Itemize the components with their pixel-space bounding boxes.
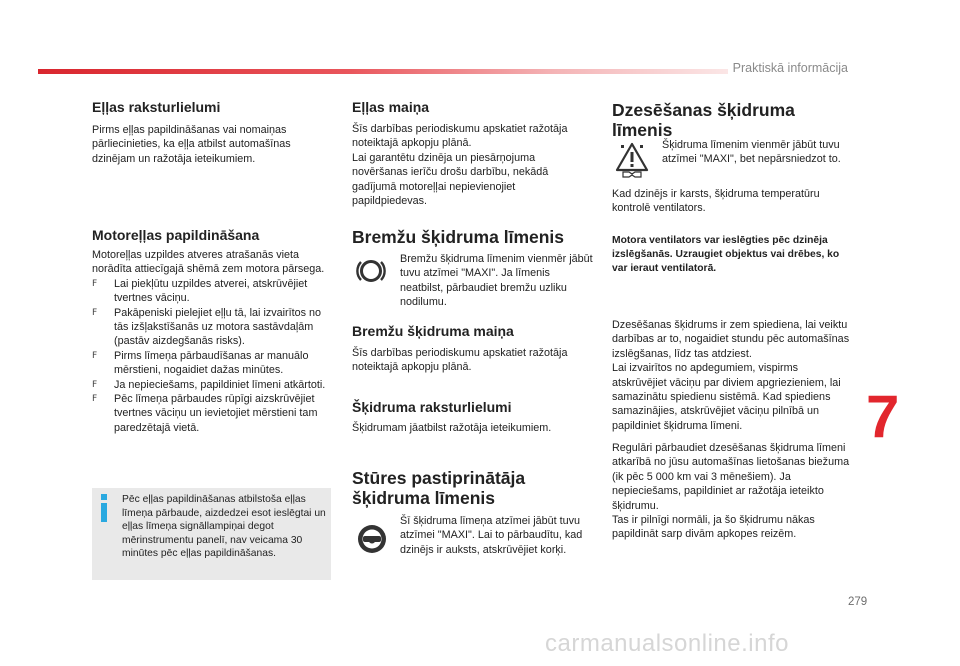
coolant-icon-text: Šķidruma līmenim vienmēr jābūt tuvu atzīmei "MAXI", bet nepārsniedzot to. (662, 139, 841, 166)
fluid-specs-body: Šķidrumam jāatbilst ražotāja ieteikumiem. (352, 422, 552, 434)
coolant-p3b: Tas ir pilnīgi normāli, ja šo šķidrumu nākas papildināt sarp divām apkopes reizēm. (612, 514, 815, 541)
oil-topup-body: Motoreļļas uzpildes atveres atrašanās vieta norādīta attiecīgajā shēmā zem motora pārsega. (92, 249, 325, 276)
brake-change-section (352, 322, 597, 375)
fluid-specs-section (352, 398, 597, 435)
left-column (92, 98, 332, 166)
watermark: carmanualsonline.info (545, 630, 789, 657)
coolant-p1: Kad dzinējs ir karsts, šķidruma temperatūru kontrolē ventilators. (612, 188, 820, 215)
coolant-p2b: Lai izvairītos no apdegumiem, vispirms atskrūvējiet vāciņu par diviem apgriezieniem, lai samazinātu spiedienu sistēmā. Kad spiediens samazinājies, atskrūvējiet vāciņu pilnībā un papildiniet šķidruma līmeni. (612, 362, 841, 432)
brake-fluid-text: Bremžu šķidruma līmenim vienmēr jābūt tuvu atzīmei "MAXI". Ja līmenis neatbilst, pārbaudiet bremžu uzliku nodilumu. (400, 253, 593, 309)
coolant-p3-block (612, 441, 852, 542)
coolant-p2-block (612, 318, 852, 433)
coolant-p3: Regulāri pārbaudiet dzesēšanas šķidruma līmeni atkarībā no jūsu automašīnas lietošanas biežuma (ik pēc 5 000 km vai 3 mēnešiem). Ja nepieciešams, papildiniet ar ražotāja ieteikto šķidrumu. (612, 442, 850, 512)
header-accent-bar (38, 69, 728, 74)
brake-fluid-section (352, 227, 597, 247)
brake-change-body: Šīs darbības periodiskumu apskatiet ražotāja noteiktajā apkopju plānā. (352, 347, 568, 374)
info-icon (100, 494, 108, 574)
coolant-p2: Dzesēšanas šķidrums ir zem spiediena, lai veiktu darbības ar to, nogaidiet stundu pēc automašīnas izslēgšanas, līdz tas atdziest. (612, 319, 850, 360)
coolant-warning-icon (615, 142, 649, 178)
brake-fluid-icon (356, 256, 386, 286)
oil-change-body: Šīs darbības periodiskumu apskatiet ražotāja noteiktajā apkopju plānā. (352, 123, 568, 150)
list-item: F Pēc līmeņa pārbaudes rūpīgi aizskrūvējiet tvertnes vāciņu un ievietojiet mērstieni tam paredzētajā vietā. (92, 392, 332, 435)
page-number: 279 (848, 596, 868, 608)
brake-fluid-title: Bremžu šķidruma līmenis (352, 227, 565, 247)
left-column-2 (92, 226, 332, 435)
power-steering-section (352, 468, 562, 508)
oil-specs-body: Pirms eļļas papildināšanas vai nomaiņas pārliecinieties, ka eļļa atbilst automašīnas dzinējam un ražotāja ieteikumiem. (92, 124, 291, 165)
middle-column (352, 98, 592, 208)
running-title: Praktiskā informācija (732, 61, 848, 75)
list-item: F Pirms līmeņa pārbaudīšanas ar manuālo mērstieni, nogaidiet dažas minūtes. (92, 349, 332, 378)
info-text: Pēc eļļas papildināšanas atbilstoša eļļas līmeņa pārbaude, aizdedzei esot ieslēgtai un eļļas līmeņa signāllampiņai degot mērinstrumentu panelī, nav veicama 30 minūtes pēc eļļas papildināšanas. (122, 494, 326, 560)
list-item: F Pakāpeniski pielejiet eļļu tā, lai izvairītos no tās izšļakstīšanās uz motora sastāvdaļām (pastāv aizdegšanās risks). (92, 306, 332, 349)
chapter-number: 7 (866, 383, 900, 450)
coolant-section (612, 100, 852, 140)
info-box (92, 488, 331, 580)
list-item: F Ja nepieciešams, papildiniet līmeni atkārtoti. (92, 378, 332, 392)
list-item: F Lai piekļūtu uzpildes atverei, atskrūvējiet tvertnes vāciņu. (92, 277, 332, 306)
oil-topup-title: Motoreļļas papildināšana (92, 227, 260, 243)
coolant-warning-text: Motora ventilators var ieslēgties pēc dzinēja izslēgšanās. Uzraugiet objektus vai drēbes, ko var ieraut ventilatorā. (612, 235, 840, 275)
steering-wheel-icon (355, 522, 389, 556)
power-steering-text: Šī šķidruma līmeņa atzīmei jābūt tuvu atzīmei "MAXI". Lai to pārbaudītu, kad dzinējs ir auksts, atskrūvējiet korķi. (400, 515, 583, 556)
oil-specs-title: Eļļas raksturlielumi (92, 99, 221, 115)
oil-change-body-2: Lai garantētu dzinēja un piesārņojuma novēršanas ierīču drošu darbību, nekādā gadījumā motoreļļai nepievienojiet papildpiedevas. (352, 151, 549, 208)
brake-change-title: Bremžu šķidruma maiņa (352, 323, 514, 339)
oil-change-title: Eļļas maiņa (352, 99, 430, 115)
power-steering-title: Stūres pastiprinātāja šķidruma līmenis (352, 468, 526, 508)
oil-topup-steps (92, 277, 332, 435)
fluid-specs-title: Šķidruma raksturlielumi (352, 399, 512, 415)
coolant-title: Dzesēšanas šķidruma līmenis (612, 100, 795, 140)
